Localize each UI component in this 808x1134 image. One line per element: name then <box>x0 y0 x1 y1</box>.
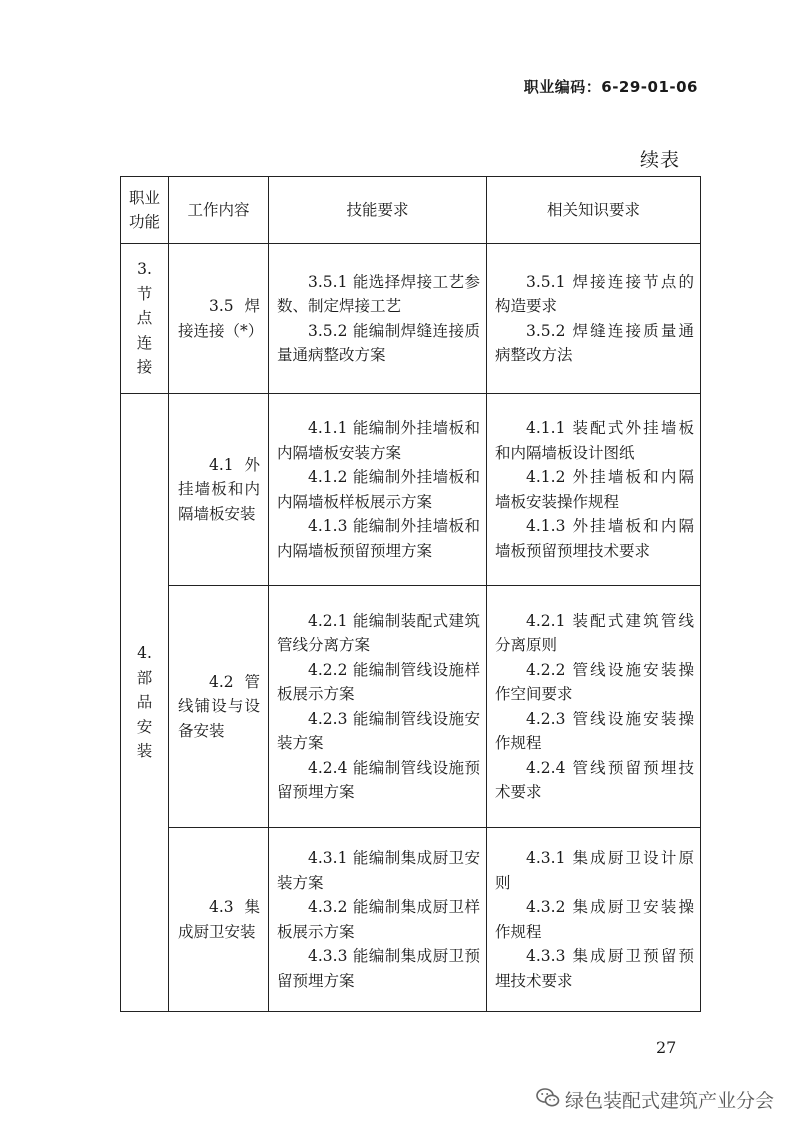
header-skills: 技能要求 <box>269 177 487 244</box>
table-row <box>121 828 701 1012</box>
work-cell: 4.1 外挂墙板和内隔墙板安装 <box>169 394 269 586</box>
page-number: 27 <box>656 1038 677 1057</box>
continued-label: 续表 <box>639 149 680 171</box>
knowledge-cell: 4.1.1 装配式外挂墙板和内隔墙板设计图纸 4.1.2 外挂墙板和内隔墙板安装操作规程 4.1.3 外挂墙板和内隔墙板预留预埋技术要求 <box>487 394 701 586</box>
header-work: 工作内容 <box>169 177 269 244</box>
function-cell: 4. 部 品 安 装 <box>121 394 169 1012</box>
skills-table <box>120 176 701 1012</box>
occupation-code: 职业编码：6-29-01-06 <box>523 78 698 96</box>
table-header-row <box>121 177 701 244</box>
knowledge-cell: 4.2.1 装配式建筑管线分离原则 4.2.2 管线设施安装操作空间要求 4.2.3 管线设施安装操作规程 4.2.4 管线预留预埋技术要求 <box>487 586 701 828</box>
skills-cell: 4.2.1 能编制装配式建筑管线分离方案 4.2.2 能编制管线设施样板展示方案 4.2.3 能编制管线设施安装方案 4.2.4 能编制管线设施预留预埋方案 <box>269 586 487 828</box>
work-cell: 4.3 集成厨卫安装 <box>169 828 269 1012</box>
watermark <box>536 1086 774 1113</box>
knowledge-cell: 3.5.1 焊接连接节点的构造要求 3.5.2 焊缝连接质量通病整改方法 <box>487 244 701 394</box>
header-knowledge: 相关知识要求 <box>487 177 701 244</box>
header-function: 职业功能 <box>121 177 169 244</box>
table-row <box>121 586 701 828</box>
skills-cell: 3.5.1 能选择焊接工艺参数、制定焊接工艺 3.5.2 能编制焊缝连接质量通病整改方案 <box>269 244 487 394</box>
watermark-text: 绿色装配式建筑产业分会 <box>565 1090 775 1112</box>
wechat-icon <box>536 1087 560 1113</box>
function-cell: 3. 节 点 连 接 <box>121 244 169 394</box>
table-row <box>121 244 701 394</box>
skills-cell: 4.1.1 能编制外挂墙板和内隔墙板安装方案 4.1.2 能编制外挂墙板和内隔墙板样板展示方案 4.1.3 能编制外挂墙板和内隔墙板预留预埋方案 <box>269 394 487 586</box>
work-cell: 4.2 管线铺设与设备安装 <box>169 586 269 828</box>
knowledge-cell: 4.3.1 集成厨卫设计原则 4.3.2 集成厨卫安装操作规程 4.3.3 集成厨卫预留预埋技术要求 <box>487 828 701 1012</box>
work-cell: 3.5 焊接连接（*） <box>169 244 269 394</box>
table-row <box>121 394 701 586</box>
skills-cell: 4.3.1 能编制集成厨卫安装方案 4.3.2 能编制集成厨卫样板展示方案 4.3.3 能编制集成厨卫预留预埋方案 <box>269 828 487 1012</box>
